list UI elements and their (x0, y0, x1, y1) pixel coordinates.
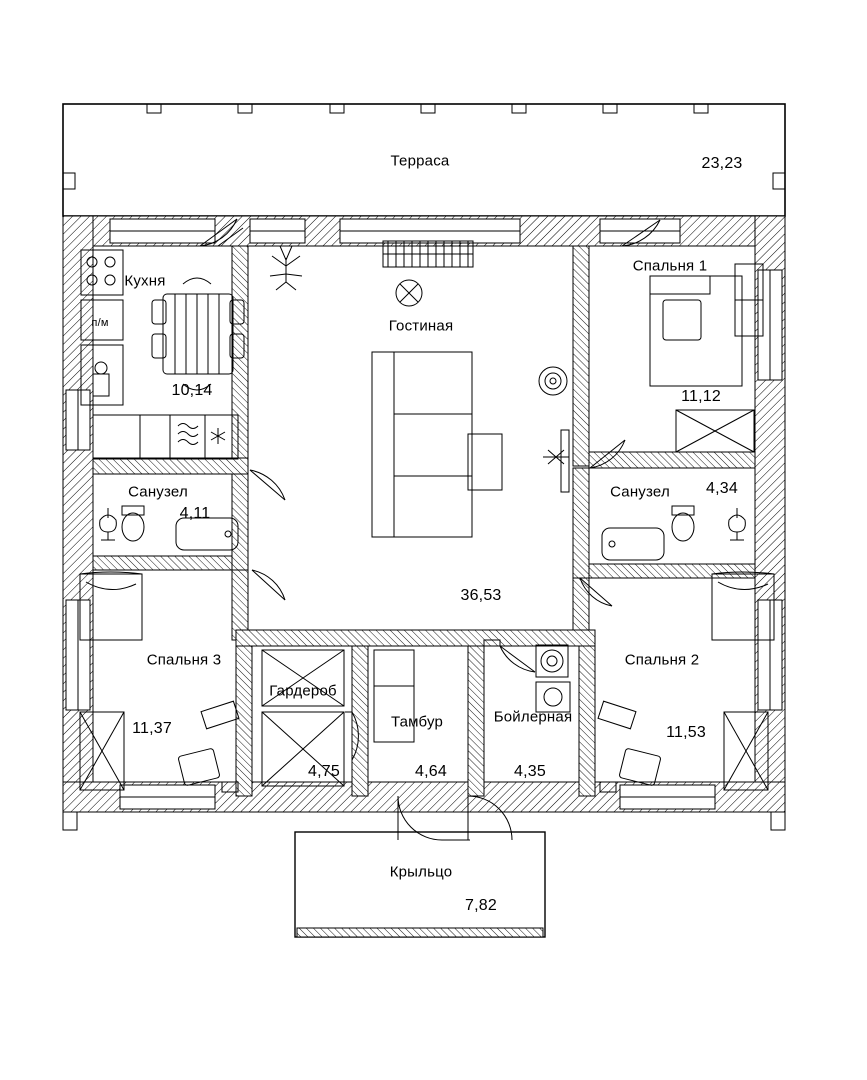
room-area-vestibule: 4,64 (415, 763, 447, 780)
room-label-living-room: Гостиная (388, 317, 454, 335)
room-label-bedroom-1: Спальня 1 (632, 257, 708, 275)
room-area-bedroom-3: 11,37 (132, 720, 172, 737)
bedroom-1-furniture (650, 264, 763, 452)
room-area-bathroom-right: 4,34 (706, 480, 738, 497)
room-area-bedroom-2: 11,53 (666, 724, 706, 741)
room-label-kitchen: Кухня (124, 272, 166, 290)
boiler-room-fittings (536, 645, 570, 712)
room-label-boiler-room: Бойлерная (493, 708, 573, 726)
bedroom-3-furniture (80, 572, 239, 792)
room-area-bathroom-left: 4,11 (179, 505, 211, 522)
room-area-living-room: 36,53 (460, 587, 502, 604)
room-label-bathroom-left: Санузел (128, 483, 188, 501)
room-label-porch: Крыльцо (389, 863, 453, 881)
room-label-terrace: Терраса (390, 152, 450, 170)
bathroom-right-fittings (602, 506, 745, 560)
room-area-bedroom-1: 11,12 (681, 388, 721, 405)
room-area-wardrobe: 4,75 (308, 763, 340, 780)
room-label-bedroom-3: Спальня 3 (146, 651, 222, 669)
room-label-vestibule: Тамбур (390, 713, 444, 731)
room-area-boiler-room: 4,35 (514, 763, 546, 780)
porch-outline (295, 832, 545, 937)
room-area-kitchen: 10,14 (171, 382, 213, 399)
room-label-bedroom-2: Спальня 2 (624, 651, 700, 669)
room-label-bathroom-right: Санузел (610, 483, 670, 501)
living-room-furniture (270, 241, 569, 537)
bathroom-left-fittings (100, 506, 238, 550)
room-label-wardrobe: Гардероб (269, 682, 337, 700)
room-area-porch: 7,82 (465, 897, 497, 914)
bedroom-2-furniture (598, 572, 774, 792)
room-area-terrace: 23,23 (701, 155, 743, 172)
appliance-label-dishwasher: п/м (91, 317, 109, 329)
